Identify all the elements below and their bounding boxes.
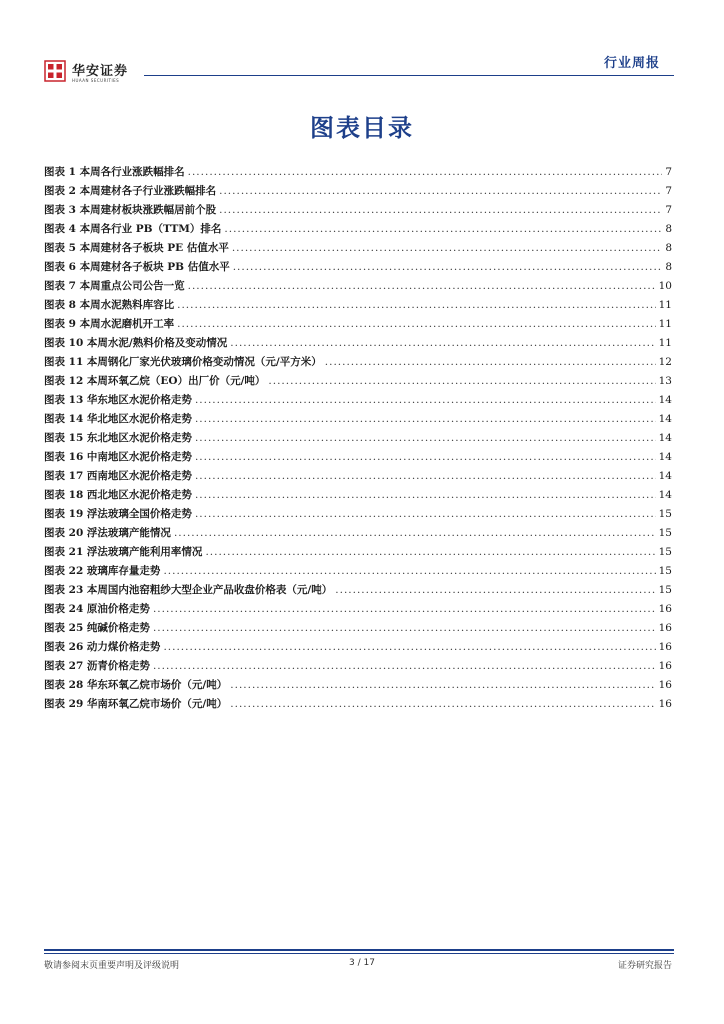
toc-entry-page: 14 [658,413,672,425]
toc-entry-label: 图表 26 动力煤价格走势 [44,641,161,653]
toc-entry-page: 11 [658,337,672,349]
toc-dot-leader [268,375,655,387]
toc-entry-page: 14 [658,432,672,444]
toc-entry[interactable] [44,411,672,430]
toc-entry-page: 8 [665,223,672,235]
toc-entry-label: 图表 15 东北地区水泥价格走势 [44,432,192,444]
toc-entry[interactable] [44,373,672,392]
toc-entry[interactable] [44,392,672,411]
toc-entry-label: 图表 6 本周建材各子板块 PB 估值水平 [44,261,230,273]
toc-entry[interactable] [44,335,672,354]
toc-entry[interactable] [44,677,672,696]
toc-entry-label: 图表 25 纯碱价格走势 [44,622,150,634]
toc-dot-leader [153,622,656,634]
toc-dot-leader [177,318,656,330]
toc-entry-page: 16 [658,679,672,691]
toc-dot-leader [195,470,656,482]
toc-entry-page: 15 [658,565,672,577]
toc-entry[interactable] [44,297,672,316]
toc-dot-leader [233,261,663,273]
toc-dot-leader [195,451,656,463]
toc-entry[interactable] [44,449,672,468]
toc-dot-leader [230,698,655,710]
toc-entry-page: 8 [665,261,672,273]
toc-entry-label: 图表 5 本周建材各子板块 PE 估值水平 [44,242,229,254]
toc-entry[interactable] [44,430,672,449]
toc-entry[interactable] [44,240,672,259]
toc-entry-label: 图表 2 本周建材各子行业涨跌幅排名 [44,185,217,197]
toc-entry[interactable] [44,354,672,373]
toc-dot-leader [224,223,662,235]
toc-entry-page: 15 [658,508,672,520]
toc-dot-leader [219,185,662,197]
toc-entry-label: 图表 24 原油价格走势 [44,603,150,615]
toc-entry-page: 15 [658,527,672,539]
toc-entry-page: 11 [658,318,672,330]
toc-entry-page: 7 [665,185,672,197]
toc-dot-leader [195,489,656,501]
toc-entry-page: 12 [658,356,672,368]
toc-dot-leader [188,166,663,178]
toc-entry-label: 图表 17 西南地区水泥价格走势 [44,470,192,482]
toc-entry[interactable] [44,506,672,525]
toc-entry[interactable] [44,658,672,677]
toc-dot-leader [195,432,656,444]
footer-doc-type: 证券研究报告 [617,961,672,971]
toc-entry-label: 图表 21 浮法玻璃产能利用率情况 [44,546,203,558]
toc-entry[interactable] [44,601,672,620]
toc-entry[interactable] [44,259,672,278]
toc-entry[interactable] [44,525,672,544]
toc-entry-page: 7 [665,204,672,216]
toc-entry-label: 图表 29 华南环氧乙烷市场价（元/吨） [44,698,228,710]
toc-entry-page: 15 [658,546,672,558]
toc-entry[interactable] [44,487,672,506]
toc-entry-label: 图表 16 中南地区水泥价格走势 [44,451,192,463]
toc-entry-page: 16 [658,603,672,615]
toc-dot-leader [230,679,655,691]
toc-entry-label: 图表 11 本周钢化厂家光伏玻璃价格变动情况（元/平方米） [44,356,322,368]
toc-dot-leader [195,413,656,425]
toc-entry-label: 图表 22 玻璃库存量走势 [44,565,161,577]
toc-entry[interactable] [44,544,672,563]
toc-entry-label: 图表 1 本周各行业涨跌幅排名 [44,166,185,178]
toc-entry-label: 图表 4 本周各行业 PB（TTM）排名 [44,223,222,235]
toc-entry[interactable] [44,563,672,582]
toc-entry-label: 图表 20 浮法玻璃产能情况 [44,527,171,539]
toc-entry[interactable] [44,183,672,202]
toc-entry[interactable] [44,221,672,240]
toc-entry-label: 图表 3 本周建材板块涨跌幅居前个股 [44,204,217,216]
report-type-label: 行业周报 [603,56,660,71]
toc-entry-page: 7 [665,166,672,178]
toc-dot-leader [195,394,656,406]
toc-dot-leader [205,546,655,558]
toc-entry-page: 11 [658,299,672,311]
toc-entry-page: 10 [658,280,672,292]
toc-dot-leader [188,280,656,292]
toc-entry-page: 8 [665,242,672,254]
toc-entry-page: 16 [658,698,672,710]
header-divider [144,75,674,76]
toc-entry-page: 15 [658,584,672,596]
toc-entry-label: 图表 28 华东环氧乙烷市场价（元/吨） [44,679,228,691]
toc-dot-leader [195,508,656,520]
toc-dot-leader [153,660,656,672]
toc-entry-label: 图表 27 沥青价格走势 [44,660,150,672]
page-header [44,50,674,90]
toc-entry-page: 13 [658,375,672,387]
toc-entry-page: 14 [658,394,672,406]
huaan-logo-icon [44,60,66,82]
toc-entry[interactable] [44,316,672,335]
toc-entry[interactable] [44,278,672,297]
toc-entry-label: 图表 7 本周重点公司公告一览 [44,280,185,292]
footer-divider-thin [44,953,674,954]
toc-dot-leader [335,584,655,596]
toc-dot-leader [230,337,655,349]
toc-entry[interactable] [44,696,672,715]
toc-dot-leader [174,527,656,539]
toc-entry-page: 14 [658,470,672,482]
toc-entry-label: 图表 8 本周水泥熟料库容比 [44,299,175,311]
toc-entry[interactable] [44,202,672,221]
toc-entry-label: 图表 19 浮法玻璃全国价格走势 [44,508,192,520]
footer-disclaimer: 敬请参阅末页重要声明及评级说明 [44,961,180,971]
logo-english-name: HUAAN SECURITIES [72,78,120,83]
toc-entry-label: 图表 14 华北地区水泥价格走势 [44,413,192,425]
toc-entry[interactable] [44,582,672,601]
company-logo [44,60,154,90]
toc-entry-page: 16 [658,641,672,653]
toc-entry-page: 16 [658,622,672,634]
toc-entry-label: 图表 13 华东地区水泥价格走势 [44,394,192,406]
toc-entry-label: 图表 23 本周国内池窑粗纱大型企业产品收盘价格表（元/吨） [44,584,333,596]
toc-entry-page: 14 [658,451,672,463]
page-title: 图表目录 [310,114,414,142]
toc-dot-leader [177,299,656,311]
table-of-figures [44,164,672,715]
logo-chinese-name: 华安证券 [72,64,129,79]
toc-dot-leader [153,603,656,615]
toc-dot-leader [163,641,655,653]
toc-dot-leader [163,565,655,577]
toc-entry-label: 图表 18 西北地区水泥价格走势 [44,489,192,501]
toc-entry[interactable] [44,164,672,183]
toc-entry-page: 14 [658,489,672,501]
toc-entry-label: 图表 9 本周水泥磨机开工率 [44,318,175,330]
toc-entry-page: 16 [658,660,672,672]
toc-entry-label: 图表 10 本周水泥/熟料价格及变动情况 [44,337,228,349]
page-number: 3 / 17 [349,958,375,968]
toc-entry[interactable] [44,468,672,487]
footer-divider-thick [44,949,674,951]
toc-dot-leader [219,204,662,216]
toc-dot-leader [232,242,662,254]
toc-entry-label: 图表 12 本周环氧乙烷（EO）出厂价（元/吨） [44,375,266,387]
toc-dot-leader [325,356,656,368]
toc-entry[interactable] [44,620,672,639]
toc-entry[interactable] [44,639,672,658]
